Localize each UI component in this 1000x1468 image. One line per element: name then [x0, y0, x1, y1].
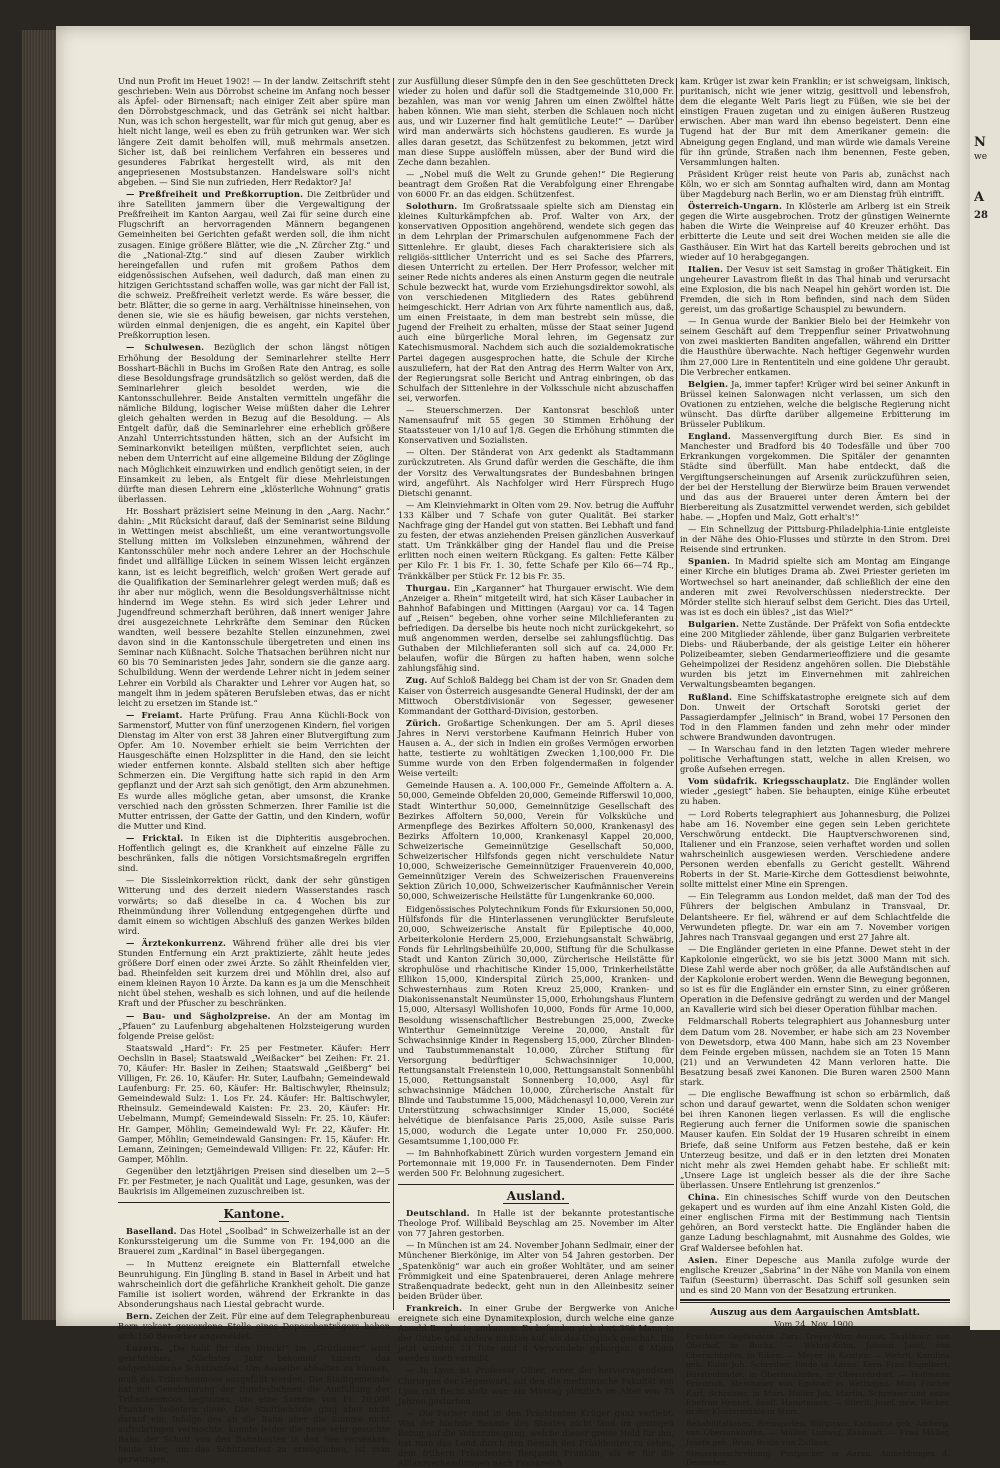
article — [398, 675, 674, 715]
article-text: Während früher alle drei bis vier Stunden Entfernung ein Arzt praktizierte, zählt heute jedes größere Dorf einen oder zwei Ärzte. So zählt Rheinfelden vier, bad. Rheinfelden seit kurzem drei und Möhlin drei, also auf einem kleinen Rayon 10 Ärzte. Da kann es ja um die Menschheit nicht übel stehen, weshalb es sich lohnen, und auf die heilende Kraft und der Pfuscher zu beschränken. — [118, 937, 391, 1009]
article-text: — Ein Telegramm aus London meldet, daß man der Tod des Führers der belgischen Ambulanz in Transvaal, Dr. Delantsheere. Er fiel, während er auf dem Schlachtfelde die Verwundeten pflegte. Dr. war ein am 7. November vorigen Jahres nach Transvaal gegangen und erst 27 Jahre alt. — [680, 891, 950, 942]
article-text: Einer Depesche aus Manila zufolge wurde der englische Kreuzer „Sabrina“ in der Nähe von Manila von einem Taifun (Seesturm) überrascht. Das Schiff soll gesunken sein und es sind 20 Mann von der Besatzung ertrunken. — [680, 1254, 951, 1295]
column-rule — [676, 78, 677, 1310]
article-heading: Bulgarien. — [688, 618, 740, 629]
article — [398, 583, 674, 674]
section-title-text: Ausland. — [503, 1189, 569, 1204]
article-heading: — Preßfreiheit und Preßkorruption. — [126, 189, 304, 200]
article — [680, 1255, 950, 1295]
article-heading: Zürich. — [406, 717, 441, 728]
article-heading: Frankreich. — [406, 1302, 463, 1313]
article-text: „Da habt Ihr den Dreck!“ Im „Grütlianer“ wird geschrieben: „Nächstes Jahr bekommt Luzern das eidgenössische Schützenfest. Um dasselbe abhalten zu können, muß das Tribschenmoos ausgefüllt werden. Die Stadtgemeinde hat mit Genehmigung der Bundesbahnen die Ausfüllung der Tribschenmoos begonnen, um eine Summe von Fr. 20,000 Franken beliefern diese. Die Stadtbehörde ging aber nicht darauf ein. Infolge des an die Bahn aber die Summe nicht aufzubringen vermochte, konnte leider die neue sehr gesuchte Bahn der Schutt von den Bahnbauten in den See versenken, heute aber, um das Schützenfest zu ermöglichen, ist man gezwungen, — [118, 1343, 391, 1465]
article-text: — In Muttenz ereignete ein Blatternfall etwelche Beunruhigung. Ein Jüngling B. stand in Basel in Arbeit und hat wahrscheinlich dort die gefährliche Krankheit geholt. Die ganze Familie ist isoliert worden, während der Erkrankte in das Absonderungshaus nach Liestal gebracht wurde. — [118, 1258, 390, 1309]
column-rule — [393, 78, 394, 1310]
edge-fragment: N — [974, 135, 986, 150]
article — [680, 264, 950, 314]
article — [118, 1011, 390, 1041]
article-text: Die Engländer wollen wieder „gesiegt“ haben. Sie behaupten, einige Kühe erbeutet zu haben. — [680, 776, 950, 807]
article-text: Das Hotel „Soolbad“ in Schweizerhalle ist an der Konkurssteigerung um die Summe von Fr. 194,000 an die Brauerei zum „Kardinal“ in Basel übergegangen. — [118, 1226, 391, 1257]
article-heading: Luzern. — [126, 1343, 163, 1354]
article-heading: Österreich-Ungarn. — [688, 201, 783, 212]
article-text: — Die Pariser sind in den Präsidenten Krüger ganz verliebt. Was der höchste Beamte des Staates nicht fand im geringen Bezug auf die Volkszuneigung, welche dieser greise Held für ihn, hat man das Land durch den Besuch des Präsidenten zu sehen, dem frühern Präsidenten Benjamin Franklin, als er für die Allianzverhandlungen nach Frankreich — [398, 1407, 674, 1468]
article-text: Bezüglich der schon längst nötigen Erhöhung der Besoldung der Seminarlehrer stellte Herr Bosshart-Bächli in Buchs im Großen Rate den Antrag, es solle diese Besoldungsfrage grundsätzlich so gelöst werden, daß die Seminarlehrer gleich besoldet werden, wie die Kantonsschullehrer. Beide Anstalten vermitteln ungefähr die nämliche Bildung, logischer Weise müßten daher die Lehrer gleich gehalten werden in Bezug auf die Besoldung. — Als Entgelt dafür, daß die Seminarlehrer eine erheblich größere Anzahl Unterrichtsstunden hätten, sich an der Aufsicht im Seminarkonvikt beteiligen müßten, verpflichtet seien, auch neben dem Unterricht auf eine allgemeine Bildung der Zöglinge nach Möglichkeit einzuwirken und endlich genötigt seien, in der Einsamkeit zu leben, als Entgelt für diese Mehrleistungen dürfte man diesen Lehrern eine „klösterliche Wohnung“ gratis überlassen. — [118, 342, 390, 504]
article-heading: Italien. — [688, 263, 724, 274]
article-heading: Asien. — [688, 1254, 718, 1265]
article-text: Der Vesuv ist seit Samstag in großer Thätigkeit. Ein ungeheurer Lavastrom fließt in das Thal hinab und verursacht eine Explosion, die bis nach Neapel hin gehört worden ist. Die Fremden, die sich in Rom befinden, sind nach dem Süden gereist, um das großartige Schauspiel zu bewundern. — [680, 263, 950, 315]
article — [398, 201, 674, 403]
newspaper-page — [56, 26, 970, 1468]
article-text: An der am Montag im „Pfauen“ zu Laufenburg abgehaltenen Holzsteigerung wurden folgende Preise gelöst: — [118, 1010, 391, 1041]
gazette-item: Steuerausschreibung. Postpacker in Aarau. Anmeldungen 4. Dezember. — [686, 1448, 950, 1468]
article — [118, 342, 390, 504]
article — [398, 1303, 674, 1364]
article — [680, 201, 950, 262]
article-text: In Madrid spielte sich am Montag am Eingange einer Kirche ein blutiges Drama ab. Zwei Priester gerieten im Wortwechsel so hart aneinander, daß schließlich der eine den anderen mit zwei Revolverschüssen niederstreckte. Der Mörder stellte sich hierauf selbst dem Gericht. Dies das Urteil, was ist es doch ein übles? „ist das Wiel?“ — [680, 556, 950, 617]
article — [680, 692, 950, 742]
article-heading: — Schulwesen. — [126, 342, 205, 353]
article-text: Staatswald „Hard“: Fr. 25 per Festmeter. Käufer: Herr Oechslin in Basel; Staatswald „Weißacker“ bei Zeihen: Fr. 21. 70, Käufer: Hr. Basler in Zeihen; Staatswald „Geißberg“ bei Villigen, Fr. 26. 10, Käufer: Hr. Suter, Laufbahn; Gemeindewald Laufenburg: Fr. 25. 60, Käufer: Hr. Baltischwyler, Rheinsulz; Gemeindewald Sulz: 1. Los Fr. 24. Käufer: Hr. Baltischwyler, Rheinsulz. Gemeindewald Kaisten: Fr. 23. 20, Käufer: Hr. Uebelmann, Mumpf; Gemeindewald Sisseln: Fr. 25. 10, Käufer: Hr. Gamper, Möhlin; Gemeindewald Wyl: Fr. 22, Käufer: Hr. Gamper, Möhlin; Gemeindewald Gansingen: Fr. 15, Käufer: Hr. Lemann, Zeiningen; Gemeindewald Villigen: Fr. 22, Käufer: Hr. Gamper, Möhlin. — [118, 1042, 390, 1164]
double-rule — [680, 1299, 950, 1303]
article — [118, 189, 390, 340]
article-heading: — Bau- und Sägholzpreise. — [126, 1010, 271, 1021]
article-heading: Thurgau. — [406, 582, 451, 593]
article-heading: China. — [688, 1192, 720, 1203]
article-text: Auf Schloß Baldegg bei Cham ist der von Sr. Gnaden dem Kaiser von Österreich ausgesandte General Hudinski, der der am Mittwoch Oberstdivisionär von Segesser, gewesener Kommandant der Gotthard-Division, gestorben. — [398, 675, 674, 716]
article-heading: Vom südafrik. Kriegsschauplatz. — [688, 776, 850, 787]
section-title-kantone — [118, 1202, 390, 1222]
article-text: — Steuerschmerzen. Der Kantonsrat beschloß unter Namensaufruf mit 55 gegen 30 Stimmen Erhöhung der Staatssteuer von 1/10 auf 1/8. Gegen die Erhöhung stimmten die Konservativen und Sozialisten. — [398, 405, 674, 446]
article-heading: — Fricktal. — [126, 832, 184, 843]
article — [680, 379, 950, 429]
article-heading: Spanien. — [688, 556, 731, 567]
article-text: Gegenüber den letztjährigen Preisen sind dieselben um 2—5 Fr. per Festmeter, je nach Qualität und Lage, gesunken, was der Baukrisis im Allgemeinen zuzuschreiben ist. — [118, 1165, 390, 1197]
article-heading: — Freiamt. — [126, 709, 183, 720]
article-text: Die Zeitbrüder und ihre Satelliten jammern über die Vergewaltigung der Preßfreiheit im Kanton Aargau, weil Zai für seine durch eine Flugschrift an hervorragenden Männern begangenen Gemeinheiten bei Gerichten gefaßt werden soll, die ihm nicht zusagen. Einige größere Blätter, wie die „N. Zürcher Ztg.“ und die „National-Ztg.“ sind auf diesen Zauber wirklich hereingefallen und rufen mit großem Pathos dem eidgenössischen Aufsehen, weil dadurch, daß man einen zu hitzigen Gerichtsstand schaffen wolle, was gar nicht der Fall ist, die schweiz. Preßfreiheit verletzt werde. Es wäre besser, die betr. Blätter, die so gerne in aarg. Verhältnisse hineinsehen, von denen sie, wie sie es häufig beweisen, gar nichts verstehen, würden einmal denjenigen, die es angeht, ein Kapitel über Preßkorruption lesen. — [118, 189, 391, 341]
article — [118, 938, 390, 1009]
article-heading: — Ärztekonkurrenz. — [126, 937, 227, 948]
section-title-ausland — [398, 1184, 674, 1204]
article-text: Gemeinde Hausen a. A. 100,000 Fr., Gemeinde Affoltern a. A. 50,000, Gemeinde Obfelden 20,000, Gemeinde Rifferswil 10,000, Stadt Winterthur 50,000, Gemeinnützige Gesellschaft des Bezirkes Affoltern 50,000, Verein für Volksküche und Armenpflege des Bezirkes Affoltern 50,000, Krankenasyl des Bezirks Affoltern 10,000, Krankenasyl Kappel 20,000, Schweizerische Gemeinnützige Gesellschaft 50,000, Schweizerischer Hilfsfonds gegen nicht verschuldete Natur 10,000, Schweizerische Gemeinnütziger Frauenverein 40,000, Gemeinnütziger Verein des Schweizerischen Frauenvereins Sektion Zürich 10,000, Schweizerischer Kaufmännischer Verein 50,000, Schweizerische Heilstätte für Lungenkranke 60,000. — [398, 780, 674, 902]
article-text: — „Nobel muß die Welt zu Grunde gehen!“ Die Regierung beantragt dem Großen Rat die Verabfolgung einer Ehrengabe von 6000 Fr. an das eidgen. Schützenfest. — [398, 168, 674, 200]
article-text: — Die englische Bewaffnung ist schon so erbärmlich, daß schon und darauf gewartet, wenn die Soldaten schon weniger bei ihren Kanonen liegen verlassen. Es will die englische Regierung auch ferner die Uniformen sowie die spanischen Mauser kaufen. Ein Soldat der 19 Husaren schreibt in einem Briefe, daß seine Uniform aus Fetzen bestehe, daß er kein Unterzeug besitze, und daß er in den letzten drei Monaten nicht mehr als zwei Hemden gehabt habe. Er schließt mit: „Unsere Lage ist ungleich besser als die der ihre Sache überlassen. Unsere Entlehrung ist grenzenlos.“ — [680, 1089, 950, 1190]
article — [118, 1343, 390, 1464]
article — [680, 619, 950, 690]
article-text: Ja, immer tapfer! Krüger wird bei seiner Ankunft in Brüssel keinen Salonwagen nicht verlassen, um sich den Ovationen zu entziehen, welche die belgische Regierung nicht wünscht. Das dürfte darüber allgemeine Erbitterung im Brüsseler Publikum. — [680, 378, 950, 430]
article — [118, 833, 390, 873]
article-text: Massenvergiftung durch Bier. Es sind in Manchester und Bradford bis 40 Todesfälle und über 700 Erkrankungen vorgekommen. Die Spitäler der genannten Städte sind überfüllt. Man habe entdeckt, daß die Vergiftungserscheinungen auf Arsenik zurückzuführen seien, der bei der Herstellung der Bierwürze beim Brauen verwendet und das aus der Brauerei unter deren Ämtern bei der Bierbereitung als Zusatzmittel verwendet werden, sich gebildet habe. — „Hopfen und Malz, Gott erhalt's!“ — [680, 431, 950, 522]
column-2 — [398, 76, 675, 1468]
article-text: — Die Engländer gerieten in eine Pfanne. Dewet steht in der Kapkolonie eingerückt, wo sie bis jetzt 3000 Mann mit sich. Diese Zahl werde aber noch größer, da alle Aufständischen auf der Kapkolonie erobert werden. Wenn die Bewegung begonnen, so ist es für die Engländer ein ernster Sinn, zu einer größeren Operation in die Defensive gedrängt zu werden und der Mangel an Kavallerie wird sich bei dieser Operation fühlbar machen. — [680, 943, 951, 1015]
article — [680, 556, 950, 617]
article-text: — Lord Roberts telegraphiert aus Johannesburg, die Polizei habe am 16. November eine gegen sein Leben gerichtete Verschwörung entdeckt. Die Hauptverschworenen sind, Italiener und ein Franzose, seien verhaftet worden und sollen wahrscheinlich ausgewiesen werden. Verschiedene andere Personen werden ebenfalls zu Gericht gestellt. Während Roberts in der St. Marie-Kirche dem Gottesdienst beiwohnte, sollte mittelst einer Mine ein Sprengen. — [680, 808, 950, 890]
article-text: — Olten. Der Ständerat von Arx gedenkt als Stadtammann zurückzutreten. Als Grund dafür werden die Geschäfte, die ihm der Vorsitz des Verwaltungsrates der Bundesbahnen bringen wird, angeführt. Als Nachfolger wird Herr Fürsprech Hugo Dietschi genannt. — [398, 447, 674, 498]
article-text: — Die Sissleinkorrektion rückt, dank der sehr günstigen Witterung und des derzeit niedern Wasserstandes rasch vorwärts; so daß dieselbe in ca. 4 Wochen bis zur Rheinmündung ihrer Vollendung entgegengehen dürfte und damit einem so wichtigen Abschluß des ganzen Werkes bilden wird. — [118, 875, 390, 936]
adjacent-page-edge — [970, 40, 1000, 1330]
article — [398, 718, 674, 779]
edge-fragment: A — [974, 190, 985, 205]
book-binding-edge — [22, 30, 58, 1320]
article-text: — In München ist am 24. November Johann Sedlmair, einer der Münchener Bierkönige, im Alter von 54 Jahren gestorben. Der „Spatenkönig“ war auch ein großer Wohltäter, und am seiner Frömmigkeit und eine Spatenbrauerei, deren Anlage mehrere Straßenquadrate bedeckt, geht nun in den Alleinbesitz seiner beiden Brüder über. — [398, 1240, 674, 1301]
gazette-excerpt — [680, 1307, 950, 1468]
article-text: Ein „Karganner“ hat Thurgauer erwischt. Wie dem „Anzeiger a. Rhein“ mitgeteilt wird, hat sich Käser Laubacher in Bahnhof Bafabingen und Mittingen (Aargau) vor ca. 14 Tagen auf „Reisen“ begeben, ohne vorher seine Milchlieferanten zu befriedigen. Da derselbe bis heute noch nicht zurückgekehrt, so muß angenommen werden, derselbe sei zahlungsflüchtig. Das Guthaben der Milchlieferanten soll sich auf ca. 24,000 Fr. belaufen, wofür die Bürgen zu haften haben, wenn solche zahlungsfähig sind. — [398, 582, 674, 674]
article-text: — Am Kleinviehmarkt in Olten vom 29. Nov. betrug die Auffuhr 133 Kälber und 7 Schafe von guter Qualität. Bei starker Nachfrage ging der Handel gut von statten. Bei Lebhaft und fand zu festen, der etwas anziehenden Preisen gänzlichen Ausverkauf statt. Um Tränkkälber ging der Handel flau und die Preise erlitten noch einen weitern Rückgang. Es galten: Fette Kälber per Kilo Fr. 1 bis Fr. 1. 30, fette Schafe per Kilo 66—74 Rp., Tränkkälber per Stück Fr. 12 bis Fr. 35. — [398, 499, 674, 581]
article-text: — In Lyon ist Professor Ollier, einer der hervorragendsten Chirurgen der Gegenwart, auf den die medizinische Fakultät von Lyon mit Recht stolz war, am Montag plötzlich im Alter von 75 Jahren gestorben. — [398, 1365, 674, 1406]
article-text: kam. Krüger ist zwar kein Franklin; er ist schweigsam, linkisch, puritanisch, nicht wie jener witzig, gesittvoll und lebensfroh, dem die elegante Welt Paris liegt zu Füßen, wie sie bei der einstigen Frauen zugetan und zu einigen äußeren Rustzeug erwischen. Aber man ward ihn ebenso begeistert. Denn eine Tugend hat der Bur mit dem Amerikaner gemein: die Abneigung gegen England, und man würde wie damals Vereine für ihn gründe, Straßen nach ihm benennen, Feste geben, Versammlungen halten. — [680, 76, 950, 167]
article-text: Ein chinesisches Schiff wurde von den Deutschen gekapert und es wurden auf ihm eine Anzahl Kisten Gold, die einer englischen Firma mit der Bestimmung nach Tientsin gehören, an Bord versteckt hatte. Die Engländer haben die ganze Ladung beschlagnahmt, mit Ausnahme des Goldes, wie Graf Waldersee befohlen hat. — [680, 1192, 950, 1253]
article-text: Harte Prüfung. Frau Anna Küchli-Bock von Sarmenstorf, Mutter von fünf unerzogenen Kindern, fiel vorigen Dienstag im Alter von erst 38 Jahren einer Blutvergiftung zum Opfer. Am 10. November erhielt sie beim Verrichten der Hausgeschäfte einen Holzsplitter in die Hand, den sie leicht wieder entfernen konnte. Alsbald stellten sich aber heftige Schmerzen ein. Die Vergiftung hatte sich rapid in den Arm gepflanzt und der Arzt sah sich genötigt, den Arm abzunehmen. Es wurde alles mögliche getan, aber umsonst, die Kranke verschied nach den grössten Schmerzen. Ihrer Familie ist die Mutter entrissen, der Gatte der Gattin, und den Kindern, wofür die Mutter und Kind. — [118, 709, 390, 831]
gazette-item: Rehabilitationen. Bremgarten. Bürgisser, Katharina geb. Amberg, von Oberlunkhofen. — Müller, Ludwig, Zahlinaft. — Frau Müller, Josefa geb. Brun, Beide von Zufikon. — [686, 1418, 950, 1447]
article-text: Im Großratssaale spielte sich am Dienstag ein kleines Kulturkämpfchen ab. Prof. Walter von Arx, der konservativen Opposition angehörend, wendete sich gegen das in dem Lehrplan der Primarschulen aufgenommene Fach der Sittenlehre. Er glaubt, dieses Fach charakterisiere sich als religiös-sittlicher Unterricht und es sei Sache des Pfarrers, diesen Unterricht zu erteilen. Der Herr Professor, welcher mit seiner Rede nichts anderes als einen Ansturm gegen die neutrale Schule bezweckt hat, wurde vom Erziehungsdirektor sowohl, als von verschiedenen Mitgliedern des Rates gebührend heimgeschickt. Herr Adrian von Arx führte namentlich aus, daß, um einen Freistaate, in dem man bestrebt sein müsse, die Jugend der Freiheit zu erhalten, müsse der Staat seiner Jugend auch eine bürgerliche Moral lehren, im Gegensatz zur Katechismusmoral. Nachdem sich auch die sozialdemokratische Partei dagegen ausgesprochen hatte, die Schule der Kirche auszuliefern, hat der Rat den Antrag des Herrn Walter von Arx, der Regierungsrat solle Bericht und Antrag einbringen, ob das Schulfach der Sittenlehre in der Volksschule nicht abzuschaffen sei, verworfen. — [398, 201, 674, 403]
article-text: In Halle ist der bekannte protestantische Theologe Prof. Willibald Beyschlag am 25. November im Alter von 77 Jahren gestorben. — [398, 1208, 675, 1239]
article-text: — Im Bahnhofkabinett Zürich wurden vorgestern Jemand ein Portemonnaie mit 19,000 Fr. in Tausendernoten. Dem Finder werden 500 Fr. Belohnung zugesichert. — [398, 1147, 674, 1178]
article-text: Zeichen der Zeit. Für eine auf dem Telegraphenbureau Bern vakant gewordene Stelle eines Depeschenträgers haben sich 150 Bewerber angemeldet. — [118, 1310, 391, 1342]
article-text: Großartige Schenkungen. Der am 5. April dieses Jahres in Nervi verstorbene Kaufmann Heinrich Huber von Hausen a. A., der sich in Indien ein großes Vermögen erworben hatte, testierte zu wohltätigen Zwecken 1,100,000 Fr. Die Summe wurde von den Erben folgendermaßen in folgender Weise verteilt: — [398, 717, 675, 779]
article — [118, 1226, 390, 1256]
gazette-date: Vom 24. Nov. 1900. — [774, 1318, 856, 1329]
article — [680, 776, 950, 806]
article-heading: Deutschland. — [406, 1208, 470, 1219]
article-text: — Ein Schnellzug der Pittsburg-Philadelphia-Linie entgleiste in der Nähe des Ohio-Flusses und stürzte in den Strom. Drei Reisende sind ertrunken. — [680, 524, 950, 555]
article-text: Hr. Bosshart präzisiert seine Meinung in den „Aarg. Nachr.“ dahin: „Mit Rücksicht darauf, daß der Seminarist seine Bildung in Wettingen meist abschließt, um eine verantwortungsvolle Stellung mitten im Volksleben einzunehmen, während der Kantonsschüler mehr noch andere Lehrer an der Hochschule findet und allfällige Lücken in seinem Wissen leicht ergänzen kann, ist es leicht begreiflich, welch' großen Wert gerade auf die Qualifikation der Seminarlehrer gelegt werden muß; daß es ihr aber nur möglich, wenn die Besoldungsverhältnisse nicht hindernd im Wege stehn. Es wird sich jeder Lehrer und Jugendfreund schmerzhaft berühren, daß innert weniger Jahre drei ausgezeichnete Lehrkräfte dem Seminar den Rücken wandten, weil bessere bezahlte Stellen einzunehmen, zwei davon sind in die Kantonsschule übergetreten und einen ins Seminar nach Küßnacht. Solche Thatsachen berühren nicht nur 60 bis 70 Seminaristen jedes Jahr, sondern sie die ganze aarg. Schulbildung. Wenn der werdende Lehrer nicht in jedem seiner Lehrer ein Vorbild als Charakter und Lehrer vor Augen hat, so mangelt ihm in jedem späteren Berufsleben etwas, das er nicht leicht zu ersetzen im Stande ist.“ — [118, 505, 390, 708]
article-text: In einer Grube der Bergwerke von Aniche ereignete sich eine Dynamitexplosion, durch welche eine ganze Anzahl Bergleute umkamen. Es befanden sich dort 300 Mann in der Grube und andere mußten auf, als das Unglück geschah. Bis jetzt wurden 13 Tote und 8 Verwundete geborgen. 8 Mann werden noch vermißt. — [398, 1302, 674, 1364]
column-3 — [680, 76, 951, 1468]
article — [680, 431, 950, 522]
column-1 — [118, 76, 391, 1465]
article — [118, 710, 390, 831]
article — [118, 1311, 390, 1341]
article-text: Und nun Profit im Heuet 1902! — In der landw. Zeitschrift steht geschrieben: Wein aus Dörrobst scheine im Anfang noch besser als Äpfel- oder Birnensaft; nach einiger Zeit aber spüre man den Dörrobstgeschmack, und das Getränk sei nicht haltbar. Nun, was ich schon hergestellt, war für mich gut genug, aber es hielt nicht lange, weil es eben zu früh getrunken war. Wer sich längere Zeit damit beholfen will, muß mehrmals ansetzen. Sicher ist, daß bei reinlichem Verfahren ein besseres und gesunderes Fabrikat hergestellt wird, als mit den angepriesenen Mostsubstanzen. Handelsware soll's nicht abgeben. — Sind Sie nun zufrieden, Herr Redaktor? Ja! — [118, 76, 390, 187]
article-text: Nette Zustände. Der Präfekt von Sofia entdeckte eine 200 Mitglieder zählende, über ganz Bulgarien verbreitete Diebs- und Räuberbande, der als geistige Leiter ein höherer Polizeibeamter, sieben Gendarmerieoffiziere und die gesamte Geheimpolizei der Residenz angehören sollen. Die Diebstähle wurden bis jetzt im Einvernehmen mit zahlreichen Verwaltungsbeamten begangen. — [680, 618, 951, 690]
edge-fragment: we — [974, 152, 988, 162]
article-heading: Rußland. — [688, 691, 733, 702]
article-text: Eidgenössisches Polytechnikum Fonds für Exkursionen 50,000, Hülfsfonds für die Hinterlassenen verunglückter Berufsleute 20,000, Schweizerische Anstalt für Epileptische 40,000, Arbeiterkolonie Herdern 25,000, Erziehungsanstalt Schwäbrig, Fonds für Lehrlingsbeihülfe 20,000, Stiftung für die Schulkasse Stadt und Kanton Zürich 30,000, Zürcherische Heilstätte für skrophulöse und rhachitische Kinder 15,000, Trinkerheilstätte Ellikon 15,000, Kinderspital Zürich 25,000, Kranken- und Schwesternhaus zum Roten Kreuz 25,000, Kranken- und Diakonissenanstalt Neumünster 15,000, Erholungshaus Fluntern 15,000, Altersasyl Wollishofen 10,000, Fonds für Arme 10,000, Besoldung wissenschaftlicher Bestrebungen 25,000, Zwecke Winterthur Gemeinnützige Vereine 20,000, Anstalt für Schwachsinnige Kinder in Regensberg 15,000, Zürcher Blinden- und Taubstummenanstalt 10,000, Zürcher Stiftung für Versorgung bedürftiger Schwachsinniger 10,000, Rettungsanstalt Freienstein 10,000, Rettungsanstalt Sonnenbühl 15,000, Rettungsanstalt Sonnenberg 10,000, Asyl für schwachsinnige Mädchen 10,000, Zürcherische Anstalt für Blinde und Taubstumme 15,000, Mädchenasyl 10,000, Verein zur Unterstützung schwachsinniger Kinder 15,000, Société helvétique de bienfaisance Paris 25,000, Asile suisse Paris 15,000, wodurch die Legate unter 10,000 Fr. 250,000. Gesamtsumme 1,100,000 Fr. — [398, 903, 674, 1146]
section-title-text: Kantone. — [219, 1207, 288, 1222]
article-heading: England. — [688, 431, 732, 442]
gazette-item: Fruchtlos Gepfändete. Zurz. Treyer-Wirz August, Taglöhner, von Oberhof, in Buchs. — Wehrli-Kuhn, Johann Josef, von Oberschüpfen, in Eiken. — Meyer, in Kaisten. — Wehrli, Karolina geb. Kuhn Joh. Schreiber, Beide in Aarau. Kern Frau Engelbert, Bürstenbinder, in Oberlunkhofen, in Oberrohrdorf. — Hoffmann Friedrich, Steinhauer von Egolzwil in Wettingen. Muri Fischer Karl, Schreiner, in Muri. Huber Joh. Martin, Schreiner und seine Ehefrau Hennet. Seidl. Hauptmann. — Stierli, Josef, gew. Bäcker, in der Klostermühle in Muri. — [686, 1332, 950, 1417]
article-heading: Solothurn. — [406, 201, 458, 212]
article-heading: Belgien. — [688, 378, 729, 389]
article-text: In Eiken ist die Diphteritis ausgebrochen. Hoffentlich gelingt es, die Krankheit auf einzelne Fälle zu beschränken, falls die nötigen Vorsichtsmaßregeln ergriffen sind. — [118, 832, 391, 874]
article-text: zur Ausfüllung dieser Sümpfe den in den See geschütteten Dreck wieder zu holen und dafür soll die Stadtgemeinde 310,000 Fr. bezahlen, was man vor wenig Jahren um einen Zwölftel hätte haben können. Wie man sieht, sterben die Schlauen noch nicht aus, und wir Luzerner find halt gemütliche Leute!“ — Darüber wird man anderwärts sich höchstens gaudieren. Es wurde ja alles daran gesetzt, das Schützenfest zu bekommen, jetzt wird man diese Suppe auslöffeln müssen, aber der Bund wird die Zeche dann bezahlen. — [398, 76, 674, 167]
article-heading: Bern. — [126, 1310, 153, 1321]
gazette-title: Auszug aus dem Aargauischen Amtsblatt. — [710, 1307, 920, 1318]
article-text: — In Warschau fand in den letzten Tagen wieder mehrere politische Verhaftungen statt, welche in allen Kreisen, wo große Aufsehen erregen. — [680, 744, 950, 775]
article-text: Feldmarschall Roberts telegraphiert aus Johannesburg unter dem Datum vom 28. November, er habe sich am 23 November von Dewetsdorp, etwa 400 Mann, habe sich am 23 November dem Feinde ergeben müssen, nachdem sie an Toten 15 Mann (21) und an Verwundeten 42 Mann verloren hatte. Die Besatzung besaß zwei Kanonen. Die Buren waren 2500 Mann stark. — [680, 1016, 950, 1087]
article-text: Eine Schiffskatastrophe ereignete sich auf dem Don. Unweit der Ortschaft Sorotski geriet der Passagierdampfer „Jelinisch“ in Brand, wobei 17 Personen den Tod in den Flammen fanden und zehn mehr oder minder schwere Brandwunden davontrugen. — [680, 691, 950, 742]
article — [680, 1192, 950, 1253]
edge-fragment: 28 — [974, 210, 988, 221]
article-heading: Zug. — [406, 675, 428, 686]
article-text: In Klösterle am Arlberg ist ein Streik gegen die Wirte ausgebrochen. Trotz der günstigen Weinernte haben die Wirte die Weinpreise auf 40 Kreuzer erhöht. Das erbitterte die Leute und seit drei Wochen meiden sie alle die Gasthäuser. Ein Wirt hat das Kartell bereits gebrochen und ist wieder auf 10 herabgegangen. — [680, 201, 950, 262]
article — [398, 1208, 674, 1238]
article-heading: Baselland. — [126, 1226, 177, 1237]
article-text: Präsident Krüger reist heute von Paris ab, zunächst nach Köln, wo er sich am Sonntag aufhalten wird, dann am Montag über Magdeburg nach Berlin, wo er am Dienstag früh eintrifft. — [680, 168, 950, 200]
article-text: — In Genua wurde der Bankier Bielo bei der Heimkehr von seinem Geschäft auf dem Treppenflur seiner Privatwohnung von zwei maskierten Banditen angefallen, während ein Dritter die Hausthüre überwachte. Nach heftiger Gegenwehr wurden ihm 27,000 Lire in Rententiteln und eine goldene Uhr geraubt. Die Verbrecher entkamen. — [680, 316, 950, 377]
